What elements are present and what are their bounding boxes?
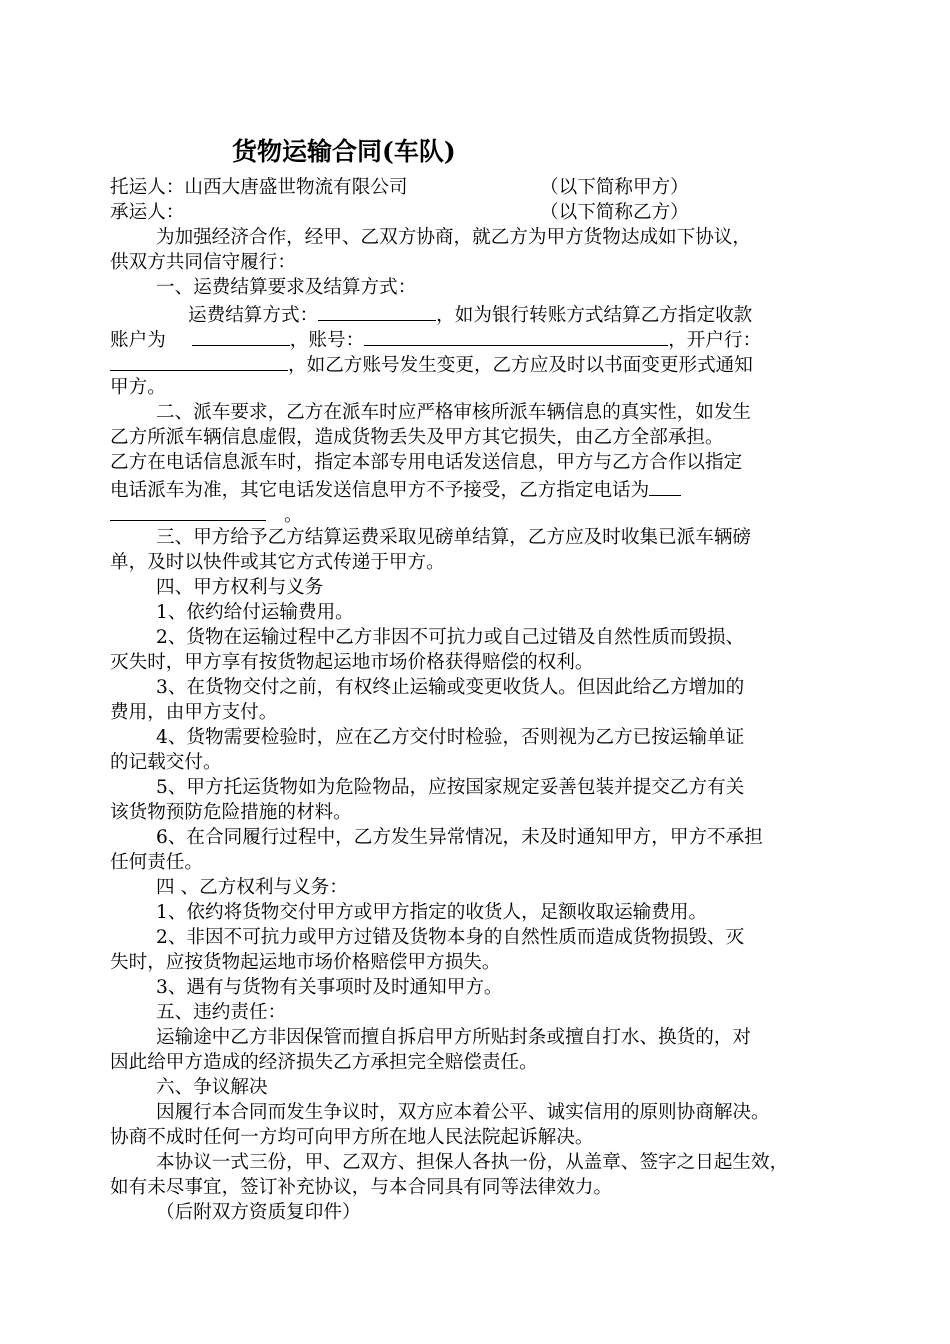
section-4-item-3-line-1: 3、在货物交付之前，有权终止运输或变更收货人。但因此给乙方增加的: [156, 677, 745, 698]
bank-blank: [110, 350, 288, 371]
carrier-alias: （以下简称乙方）: [540, 202, 689, 223]
section-4-item-6-line-2: 任何责任。: [110, 852, 203, 873]
section-2-line-1: 二、派车要求，乙方在派车时应严格审核所派车辆信息的真实性，如发生: [156, 402, 752, 423]
account-label: 账户为: [110, 330, 166, 351]
settlement-method-blank: [318, 300, 436, 321]
section-4-item-2-line-2: 灭失时，甲方享有按货物起运地市场价格获得赔偿的权利。: [110, 652, 594, 673]
account-change-text: ，如乙方账号发生变更，乙方应及时以书面变更形式通知: [288, 355, 753, 376]
section-4-item-5-line-1: 5、甲方托运货物如为危险物品，应按国家规定妥善包装并提交乙方有关: [156, 777, 745, 798]
section-2-line-3: 乙方在电话信息派车时，指定本部专用电话发送信息，甲方与乙方合作以指定: [110, 452, 743, 473]
section-7-line-1: 因履行本合同而发生争议时，双方应本着公平、诚实信用的原则协商解决。: [156, 1102, 770, 1123]
section-4-item-4-line-1: 4、货物需要检验时，应在乙方交付时检验，否则视为乙方已按运输单证: [156, 727, 745, 748]
section-6-heading: 五、违约责任：: [156, 1002, 287, 1023]
section-4-item-1: 1、依约给付运输费用。: [156, 602, 354, 623]
closing-line-2: 如有未尽事宜，签订补充协议，与本合同具有同等法律效力。: [110, 1177, 613, 1198]
phone-blank-1: [649, 475, 681, 496]
section-5-item-1: 1、依约将货物交付甲方或甲方指定的收货人，足额收取运输费用。: [156, 902, 708, 923]
settlement-method-text: ，如为银行转账方式结算乙方指定收款: [436, 305, 753, 326]
section-4-item-2-line-1: 2、货物在运输过程中乙方非因不可抗力或自己过错及自然性质而毁损、: [156, 627, 745, 648]
section-1-heading: 一、运费结算要求及结算方式：: [156, 277, 417, 298]
section-6-line-2: 因此给甲方造成的经济损失乙方承担完全赔偿责任。: [110, 1052, 538, 1073]
intro-line-1: 为加强经济合作，经甲、乙双方协商，就乙方为甲方货物达成如下协议，: [156, 227, 752, 248]
section-5-item-2-line-2: 失时，应按货物起运地市场价格赔偿甲方损失。: [110, 952, 501, 973]
account-number-label: ，账号：: [289, 330, 365, 351]
section-7-heading: 六、争议解决: [156, 1077, 268, 1098]
shipper-alias: （以下简称甲方）: [540, 177, 689, 198]
section-4-item-3-line-2: 费用，由甲方支付。: [110, 702, 278, 723]
section-4-item-6-line-1: 6、在合同履行过程中，乙方发生异常情况，未及时通知甲方，甲方不承担: [156, 827, 763, 848]
section-1-line-3: [110, 350, 855, 375]
designated-phone-text: 电话派车为准，其它电话发送信息甲方不予接受，乙方指定电话为: [110, 480, 650, 501]
bank-label: ，开户行：: [668, 330, 762, 351]
account-name-blank: [192, 325, 290, 346]
intro-line-2: 供双方共同信守履行：: [110, 252, 296, 273]
section-6-line-1: 运输途中乙方非因保管而擅自拆启甲方所贴封条或擅自打水、换货的，对: [156, 1027, 752, 1048]
settlement-method-label: 运费结算方式：: [188, 305, 319, 326]
section-2-end: 。: [284, 505, 303, 526]
section-3-line-1: 三、甲方给予乙方结算运费采取见磅单结算，乙方应及时收集已派车辆磅: [156, 527, 752, 548]
section-5-item-3: 3、遇有与货物有关事项时及时通知甲方。: [156, 977, 503, 998]
section-1-line-4: 甲方。: [110, 377, 166, 398]
section-4-heading: 四、甲方权利与义务: [156, 577, 324, 598]
section-2-line-2: 乙方所派车辆信息虚假，造成货物丢失及甲方其它损失，由乙方全部承担。: [110, 427, 724, 448]
carrier-label: 承运人：: [110, 202, 185, 223]
account-number-blank: [364, 325, 668, 346]
attachment-note: （后附双方资质复印件）: [156, 1202, 361, 1223]
closing-line-1: 本协议一式三份，甲、乙双方、担保人各执一份，从盖章、签字之日起生效，: [156, 1152, 789, 1173]
carrier-line: [110, 200, 855, 225]
section-2-line-5: [110, 500, 855, 525]
shipper-name: 山西大唐盛世物流有限公司: [184, 177, 408, 198]
section-5-heading: 四 、乙方权利与义务：: [156, 877, 348, 898]
section-1-line-1: [110, 300, 933, 325]
section-4-item-4-line-2: 的记载交付。: [110, 752, 222, 773]
section-3-line-2: 单，及时以快件或其它方式传递于甲方。: [110, 552, 445, 573]
document-title: 货物运输合同(车队): [232, 137, 456, 166]
section-7-line-2: 协商不成时任何一方均可向甲方所在地人民法院起诉解决。: [110, 1127, 594, 1148]
section-1-line-2: [110, 325, 855, 350]
phone-blank-2: [110, 500, 266, 521]
section-4-item-5-line-2: 该货物预防危险措施的材料。: [110, 802, 352, 823]
shipper-label: 托运人：: [110, 177, 185, 198]
shipper-line: [110, 175, 855, 200]
section-5-item-2-line-1: 2、非因不可抗力或甲方过错及货物本身的自然性质而造成货物损毁、灭: [156, 927, 745, 948]
section-2-line-4: [110, 475, 855, 500]
